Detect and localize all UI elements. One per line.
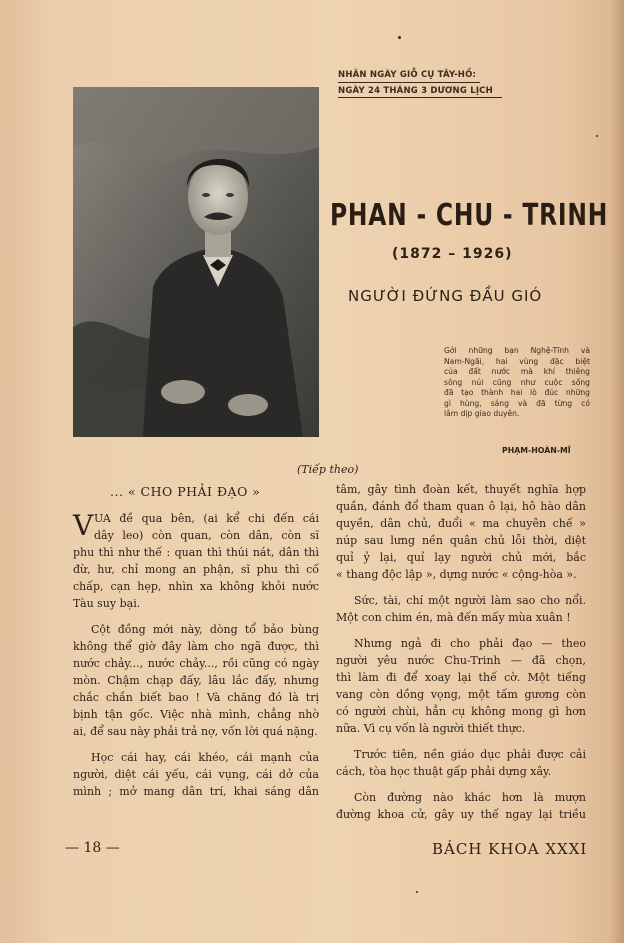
dedication: [444, 346, 590, 420]
text-line: mình ; mở mang dân trí, khai sáng dân: [73, 785, 319, 798]
dedication-line: của đất nước mà khí thiêng: [444, 367, 590, 376]
page-number: — 18 —: [65, 840, 120, 856]
dedication-line: lâm dịp giao duyên.: [444, 409, 520, 418]
text-line: không thể giờ đây làm cho ngã được, thì: [73, 640, 319, 653]
continued-note: (Tiếp theo): [297, 463, 359, 476]
text-line: bịnh tận gốc. Việc nhà mình, chẳng nhờ: [73, 708, 319, 721]
text-line: người yêu nước Chu-Trinh — đã chọn,: [336, 654, 586, 667]
text-line: Trước tiên, nền giáo dục phải được cải: [354, 748, 586, 761]
text-line: đừ, hư, chỉ mong an phận, sĩ phu thì cố: [73, 563, 319, 576]
paragraph: [336, 789, 586, 823]
print-speck: [398, 36, 401, 39]
dedication-line: sông núi cũng như cuộc sống: [444, 377, 590, 387]
print-speck: [416, 891, 418, 893]
right-column: [336, 481, 586, 823]
text-line: có người chùi, hẳn cụ không mong gì hơn: [336, 705, 586, 718]
text-line: chắc chắn biết bao ! Và chăng đó là trị: [73, 691, 319, 704]
dedication-line: gì hùng, sáng và đã từng có: [444, 398, 590, 408]
text-line: quần, đánh đổ tham quan ô lại, hô hào dân: [336, 500, 586, 513]
dedication-line: đã tạo thành hai lò đúc những: [444, 388, 590, 397]
paragraph: [336, 592, 586, 626]
kicker-underline: [338, 97, 502, 98]
kicker-line-1: NHÂN NGÀY GIỖ CỤ TÂY-HỒ:: [338, 70, 477, 80]
text-line: dây leo) còn quan, còn dân, còn sĩ: [94, 529, 319, 542]
text-line: « thang độc lập », dựng nước « cộng-hòa ».: [336, 568, 577, 581]
left-column: [73, 510, 319, 800]
portrait-photo: [73, 87, 319, 437]
text-line: mòn. Chậm chạp đấy, lâu lắc đấy, nhưng: [73, 674, 319, 687]
paragraph: [336, 481, 586, 583]
text-line: Sức, tài, chí một người làm sao cho nổi.: [354, 594, 586, 607]
journal-name: BÁCH KHOA XXXI: [432, 840, 588, 858]
kicker-underline: [338, 82, 480, 83]
paragraph: [73, 749, 319, 800]
text-line: nước chảy..., nước chảy..., rồi cũng có ngày: [73, 657, 319, 670]
drop-cap: V: [73, 509, 94, 542]
kicker-line-2: NGÀY 24 THÁNG 3 DƯƠNG LỊCH: [338, 86, 493, 96]
text-line: thì làm đi để xoay lại thế cờ. Một tiếng: [336, 671, 586, 684]
text-line: Cột đồng mới này, dòng tổ bảo bùng: [91, 623, 319, 636]
paragraph: [336, 746, 586, 780]
paragraph: [336, 635, 586, 737]
text-line: Còn đường nào khác hơn là mượn: [354, 791, 586, 804]
page-edge-shadow: [610, 0, 624, 943]
text-line: cách, tòa học thuật gấp phải dựng xây.: [336, 765, 552, 778]
text-line: Một con chim én, mà đến mấy mùa xuân !: [336, 611, 571, 624]
text-line: đường khoa cử, gây uy thế ngay lại triều: [336, 808, 586, 821]
text-line: quỉ ỷ lại, quỉ lạy người chủ mới, bắc: [336, 551, 586, 564]
text-line: Nhưng ngả đi cho phải đạo — theo: [354, 637, 586, 650]
section-heading: ... « CHO PHẢI ĐẠO »: [110, 484, 261, 499]
text-line: núp sau lưng nền quân chủ lỗi thời, diệt: [336, 534, 586, 547]
text-line: phu thì như thế : quan thì thúi nát, dân thì: [73, 546, 319, 559]
text-line: chấp, cạn hẹp, nhìn xa không khỏi nước: [73, 580, 319, 593]
author-byline: PHẠM-HOÀN-MĨ: [502, 446, 571, 455]
text-line: Học cái hay, cái khéo, cái mạnh của: [91, 751, 319, 764]
paragraph: [73, 510, 319, 612]
article-title: PHAN - CHU - TRINH: [330, 198, 609, 233]
text-line: vang còn dồng vọng, một tấm gương còn: [336, 688, 586, 701]
dedication-line: Nam-Ngãi, hai vùng đặc biệt: [444, 356, 590, 366]
text-line: ai, để sau này phải trả nợ, vốn lời quá nặng.: [73, 725, 318, 738]
article-subtitle: NGƯỜI ĐỨNG ĐẦU GIÓ: [348, 287, 543, 305]
text-line: tâm, gây tình đoàn kết, thuyết nghĩa hợp: [336, 483, 586, 496]
text-line: quyền, dân chủ, đuổi « ma chuyên chế »: [336, 517, 586, 530]
paragraph: [73, 621, 319, 740]
life-years: (1872 – 1926): [392, 246, 513, 262]
text-line: nữa. Vì cụ vốn là người thiết thực.: [336, 722, 526, 735]
text-line: UA đề qua bên, (ai kể chi đến cái: [94, 512, 319, 525]
print-speck: [596, 135, 598, 137]
dedication-line: Gởi những bạn Nghệ-Tĩnh và: [444, 346, 590, 355]
text-line: người, diệt cái yếu, cái vụng, cái dở của: [73, 768, 319, 781]
text-line: Tàu suy bại.: [73, 597, 141, 610]
